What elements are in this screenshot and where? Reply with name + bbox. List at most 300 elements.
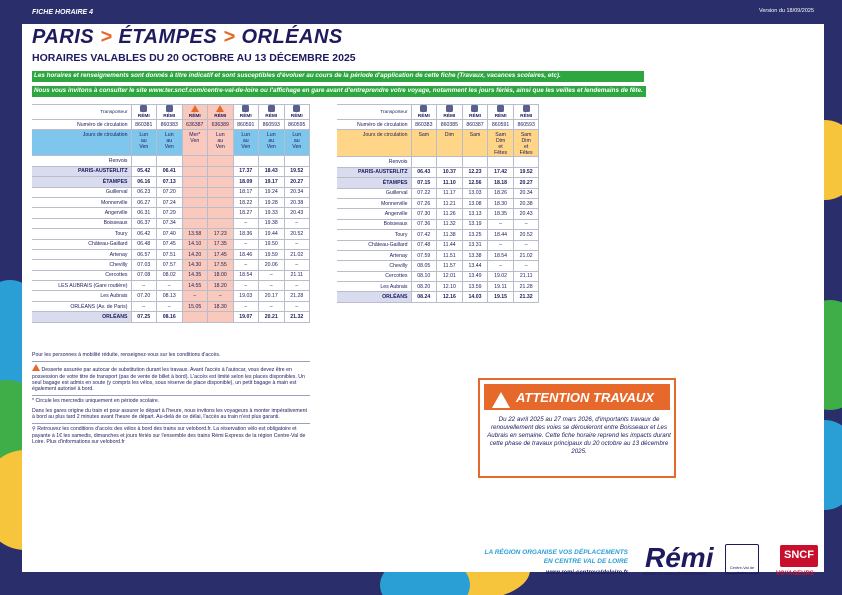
time-cell: 07.36 bbox=[411, 219, 437, 229]
time-cell: 15.05 bbox=[182, 301, 208, 311]
time-cell: 19.17 bbox=[259, 177, 285, 187]
time-cell: 13.44 bbox=[462, 261, 488, 271]
note-car-text: Desserte assurée par autocar de substitution durant les travaux. Avant l'accès à l'autocar, vous devez être en possession de votre titre de transport (pas de vente de billet à bord). L'accès est limité selon les places disponibles. Un seul bagage est admis en soute (y compris les vélos, sous réserve de place disponible), un petit bagage à main est également autorisé à bord. bbox=[32, 367, 305, 393]
sncf-voyageurs: VOYAGEURS bbox=[776, 571, 814, 577]
time-cell bbox=[208, 187, 234, 197]
note-velo bbox=[32, 426, 310, 445]
page-title bbox=[32, 26, 343, 49]
time-cell: 19.44 bbox=[259, 229, 285, 239]
day-word: au bbox=[166, 138, 173, 145]
time-cell bbox=[208, 197, 234, 207]
time-cell: – bbox=[284, 301, 310, 311]
day-word: Ven bbox=[139, 144, 149, 151]
days-cell bbox=[182, 130, 208, 156]
time-cell: 18.27 bbox=[233, 208, 259, 218]
station-name: Chevilly bbox=[337, 261, 411, 271]
slogan-line-2: EN CENTRE VAL DE LOIRE bbox=[543, 558, 628, 565]
station-row bbox=[32, 249, 310, 259]
time-cell: 06.23 bbox=[131, 187, 157, 197]
station-row bbox=[32, 187, 310, 197]
time-cell: 06.41 bbox=[157, 166, 183, 176]
station-name: Cercottes bbox=[337, 271, 411, 281]
title-sep-2: > bbox=[223, 26, 236, 48]
station-row bbox=[32, 218, 310, 228]
circulation-label: Numéro de circulation bbox=[337, 120, 411, 130]
time-cell bbox=[182, 312, 208, 322]
station-row bbox=[32, 166, 310, 176]
station-name: Monnerville bbox=[32, 197, 131, 207]
operator-name: RÉMI bbox=[494, 114, 507, 119]
day-word: et bbox=[524, 144, 529, 151]
time-cell bbox=[208, 312, 234, 322]
day-word: Lun bbox=[266, 132, 276, 139]
train-number: 636389 bbox=[208, 120, 234, 130]
time-cell: 19.38 bbox=[259, 218, 285, 228]
station-name: Artenay bbox=[32, 249, 131, 259]
time-cell: 11.44 bbox=[437, 240, 463, 250]
train-icon bbox=[497, 105, 504, 112]
days-cell bbox=[284, 130, 310, 156]
time-cell: – bbox=[233, 301, 259, 311]
days-cell bbox=[488, 130, 514, 157]
station-row bbox=[337, 261, 539, 271]
train-number: 636387 bbox=[182, 120, 208, 130]
time-cell: 12.16 bbox=[437, 292, 463, 302]
attention-header bbox=[484, 384, 670, 410]
days-cell bbox=[157, 130, 183, 156]
station-row bbox=[337, 178, 539, 188]
transporteur-label: Transporteur bbox=[337, 105, 411, 120]
station-name: Angerville bbox=[337, 209, 411, 219]
day-word: Ven bbox=[215, 144, 225, 151]
time-cell: 21.28 bbox=[284, 291, 310, 301]
station-name: Les Aubrais bbox=[337, 282, 411, 292]
time-cell: 07.34 bbox=[157, 218, 183, 228]
time-cell: 14.03 bbox=[462, 292, 488, 302]
time-cell: 13.58 bbox=[182, 229, 208, 239]
bike-icon: ⚲ bbox=[32, 426, 36, 433]
time-cell bbox=[208, 208, 234, 218]
time-cell: 07.15 bbox=[411, 178, 437, 188]
time-cell: 19.59 bbox=[259, 249, 285, 259]
day-word: au bbox=[242, 138, 249, 145]
time-cell bbox=[182, 197, 208, 207]
day-word: au bbox=[268, 138, 275, 145]
notice-2: Nous vous invitons à consulter le site www.ter.sncf.com/centre-val-de-loire ou l'affichage en gare avant d'entreprendre votre voyage, notamment les jours fériés, ainsi que les veilles et lendemains de fête. bbox=[32, 86, 646, 97]
operator-cell bbox=[462, 105, 488, 120]
time-cell: – bbox=[233, 281, 259, 291]
time-cell: 07.48 bbox=[411, 240, 437, 250]
time-cell: 11.51 bbox=[437, 250, 463, 260]
train-icon bbox=[166, 105, 173, 112]
renvois-cell bbox=[284, 156, 310, 166]
time-cell: 19.11 bbox=[488, 282, 514, 292]
operator-name: RÉMI bbox=[443, 114, 456, 119]
time-cell: 07.25 bbox=[131, 312, 157, 322]
title-via: ÉTAMPES bbox=[118, 26, 218, 48]
title-sep-1: > bbox=[100, 26, 113, 48]
time-cell: 13.19 bbox=[462, 219, 488, 229]
time-cell: – bbox=[182, 291, 208, 301]
time-cell: 06.48 bbox=[131, 239, 157, 249]
time-cell: 08.24 bbox=[411, 292, 437, 302]
time-cell: 18.17 bbox=[233, 187, 259, 197]
station-row bbox=[32, 197, 310, 207]
day-word: Dim bbox=[495, 138, 506, 145]
time-cell: 05.42 bbox=[131, 166, 157, 176]
station-name: PARIS-AUSTERLITZ bbox=[32, 166, 131, 176]
time-cell: 20.43 bbox=[284, 208, 310, 218]
time-cell: 17.23 bbox=[208, 229, 234, 239]
notes-block bbox=[32, 352, 310, 448]
station-name: Angerville bbox=[32, 208, 131, 218]
time-cell: 19.24 bbox=[259, 187, 285, 197]
station-row bbox=[337, 292, 539, 302]
footer bbox=[455, 540, 825, 595]
renvois-cell bbox=[157, 156, 183, 166]
time-cell: 13.59 bbox=[462, 282, 488, 292]
time-cell: 07.51 bbox=[157, 249, 183, 259]
time-cell: – bbox=[284, 218, 310, 228]
renvois-cell bbox=[131, 156, 157, 166]
remi-logo: Rémi bbox=[645, 542, 714, 573]
time-cell: – bbox=[513, 240, 539, 250]
days-cell bbox=[411, 130, 437, 157]
day-word: Ven bbox=[190, 138, 200, 145]
time-cell: 13.03 bbox=[462, 188, 488, 198]
time-cell: 11.17 bbox=[437, 188, 463, 198]
time-cell: 08.02 bbox=[157, 270, 183, 280]
footer-slogan bbox=[473, 548, 628, 566]
attention-box bbox=[478, 378, 676, 478]
time-cell: 06.42 bbox=[131, 229, 157, 239]
time-cell: 07.13 bbox=[157, 177, 183, 187]
day-word: et bbox=[498, 144, 503, 151]
time-cell: 20.52 bbox=[284, 229, 310, 239]
station-row bbox=[337, 240, 539, 250]
operator-cell bbox=[131, 105, 157, 120]
time-cell: 07.03 bbox=[131, 260, 157, 270]
time-cell: 17.55 bbox=[208, 260, 234, 270]
day-word: Ven bbox=[241, 144, 251, 151]
time-cell: 18.35 bbox=[488, 209, 514, 219]
train-icon bbox=[420, 105, 427, 112]
time-cell: 14.10 bbox=[182, 239, 208, 249]
time-cell: 11.38 bbox=[437, 230, 463, 240]
time-cell: 07.40 bbox=[157, 229, 183, 239]
day-word: Lun bbox=[215, 132, 225, 139]
time-cell: 08.05 bbox=[411, 261, 437, 271]
warning-icon bbox=[492, 392, 510, 408]
renvois-row bbox=[32, 156, 310, 166]
time-cell: 07.42 bbox=[411, 230, 437, 240]
day-word: Ven bbox=[164, 144, 174, 151]
time-cell: – bbox=[131, 301, 157, 311]
time-cell: 07.26 bbox=[411, 198, 437, 208]
time-cell: 21.32 bbox=[513, 292, 539, 302]
time-cell: 14.35 bbox=[182, 270, 208, 280]
days-cell bbox=[131, 130, 157, 156]
operator-cell bbox=[284, 105, 310, 120]
time-cell: 06.37 bbox=[131, 218, 157, 228]
time-cell: 13.08 bbox=[462, 198, 488, 208]
circulation-label: Numéro de circulation bbox=[32, 120, 131, 130]
time-cell: 18.00 bbox=[208, 270, 234, 280]
day-word: au bbox=[293, 138, 300, 145]
day-word: Ven bbox=[266, 144, 276, 151]
time-cell: 20.38 bbox=[284, 197, 310, 207]
region-logo: Centre-Val de Loire bbox=[725, 544, 759, 574]
time-cell: 21.32 bbox=[284, 312, 310, 322]
time-cell: 21.11 bbox=[284, 270, 310, 280]
time-cell: 11.21 bbox=[437, 198, 463, 208]
time-cell: – bbox=[259, 270, 285, 280]
operator-name: RÉMI bbox=[520, 114, 533, 119]
station-name: Boisseaux bbox=[337, 219, 411, 229]
time-cell: 10.37 bbox=[437, 167, 463, 177]
time-cell: 12.23 bbox=[462, 167, 488, 177]
station-name: Artenay bbox=[337, 250, 411, 260]
station-name: ORLÉANS bbox=[337, 292, 411, 302]
time-cell bbox=[182, 166, 208, 176]
time-cell: – bbox=[157, 301, 183, 311]
title-to: ORLÉANS bbox=[241, 26, 343, 48]
time-cell: 20.17 bbox=[259, 291, 285, 301]
time-cell: 20.27 bbox=[513, 178, 539, 188]
train-icon bbox=[140, 105, 147, 112]
day-word: Mer* bbox=[189, 132, 201, 139]
time-cell: 12.01 bbox=[437, 271, 463, 281]
operator-cell bbox=[411, 105, 437, 120]
operator-name: RÉMI bbox=[417, 114, 430, 119]
day-word: Ven bbox=[292, 144, 302, 151]
time-cell: 08.16 bbox=[157, 312, 183, 322]
station-row bbox=[337, 250, 539, 260]
renvois-cell bbox=[182, 156, 208, 166]
time-cell: – bbox=[233, 218, 259, 228]
days-cell bbox=[437, 130, 463, 157]
time-cell: – bbox=[488, 261, 514, 271]
station-name: ORLÉANS bbox=[32, 312, 131, 322]
time-cell: 07.30 bbox=[411, 209, 437, 219]
day-word: Sam bbox=[418, 132, 430, 139]
time-cell: 07.29 bbox=[157, 208, 183, 218]
time-cell: – bbox=[259, 301, 285, 311]
station-row bbox=[32, 177, 310, 187]
time-cell: 07.24 bbox=[157, 197, 183, 207]
note-velo-text: Retrouvez les conditions d'accès des vélos à bord des trains sur velobord.fr. La réservation vélo est obligatoire et payante à 1€ les samedis, dimanches et jours fériés sur l'ensemble des trains Rémi Express de la région Centre-Val de Loire. Plus d'informations sur velobord.fr bbox=[32, 426, 306, 445]
time-cell: 19.03 bbox=[233, 291, 259, 301]
time-cell: 12.10 bbox=[437, 282, 463, 292]
station-row bbox=[32, 281, 310, 291]
time-cell: – bbox=[284, 260, 310, 270]
train-number: 860591 bbox=[488, 120, 514, 130]
operator-name: RÉMI bbox=[188, 114, 201, 119]
time-cell: – bbox=[131, 281, 157, 291]
bus-icon bbox=[191, 105, 199, 112]
station-name: Guillerval bbox=[32, 187, 131, 197]
bus-icon bbox=[32, 364, 40, 371]
time-cell: – bbox=[488, 219, 514, 229]
station-name: Château-Gaillard bbox=[337, 240, 411, 250]
slogan-line-1: LA RÉGION ORGANISE VOS DÉPLACEMENTS bbox=[484, 549, 628, 556]
day-word: Lun bbox=[139, 132, 149, 139]
time-cell: 07.45 bbox=[157, 239, 183, 249]
station-row bbox=[32, 239, 310, 249]
train-number: 860383 bbox=[411, 120, 437, 130]
time-cell: 19.52 bbox=[284, 166, 310, 176]
day-word: Lun bbox=[164, 132, 174, 139]
time-cell: 17.37 bbox=[233, 166, 259, 176]
operator-cell bbox=[182, 105, 208, 120]
time-cell bbox=[208, 166, 234, 176]
day-word: Fêtes bbox=[494, 150, 508, 157]
time-cell: 19.33 bbox=[259, 208, 285, 218]
time-cell bbox=[182, 177, 208, 187]
bus-icon bbox=[216, 105, 224, 112]
time-cell: 21.02 bbox=[284, 249, 310, 259]
time-cell: 17.45 bbox=[208, 249, 234, 259]
footer-website[interactable]: www.remi-centrevaldeloire.fr bbox=[545, 570, 628, 576]
time-cell: – bbox=[157, 281, 183, 291]
time-cell: 06.27 bbox=[131, 197, 157, 207]
time-cell: 18.22 bbox=[233, 197, 259, 207]
day-word: au bbox=[140, 138, 147, 145]
renvois-label: Renvois bbox=[32, 156, 131, 166]
time-cell: 17.35 bbox=[208, 239, 234, 249]
renvois-cell bbox=[488, 157, 514, 167]
time-cell: 11.32 bbox=[437, 219, 463, 229]
note-prm: Pour les personnes à mobilité réduite, renseignez-vous sur les conditions d'accès. bbox=[32, 352, 221, 358]
time-cell: – bbox=[259, 281, 285, 291]
time-cell: 14.20 bbox=[182, 249, 208, 259]
time-cell: 08.13 bbox=[157, 291, 183, 301]
time-cell: – bbox=[233, 239, 259, 249]
days-label: Jours de circulation bbox=[32, 130, 131, 156]
time-cell: 20.52 bbox=[513, 230, 539, 240]
notice-1: Les horaires et renseignements sont donnés à titre indicatif et sont susceptibles d'évoluer au cours de la période d'application de cette fiche (Travaux, vacances scolaires, etc). bbox=[32, 71, 644, 82]
time-cell: 13.49 bbox=[462, 271, 488, 281]
station-row bbox=[32, 270, 310, 280]
operator-cell bbox=[233, 105, 259, 120]
train-number: 860387 bbox=[462, 120, 488, 130]
time-cell: 07.22 bbox=[411, 188, 437, 198]
station-row bbox=[337, 209, 539, 219]
time-cell: 18.36 bbox=[233, 229, 259, 239]
days-cell bbox=[259, 130, 285, 156]
operator-name: RÉMI bbox=[468, 114, 481, 119]
days-cell bbox=[513, 130, 539, 157]
days-cell bbox=[233, 130, 259, 156]
train-number: 860591 bbox=[233, 120, 259, 130]
train-number: 860593 bbox=[513, 120, 539, 130]
station-row bbox=[32, 260, 310, 270]
note-wed: * Circule les mercredis uniquement en période scolaire. bbox=[32, 398, 160, 405]
days-cell bbox=[208, 130, 234, 156]
operator-name: RÉMI bbox=[214, 114, 227, 119]
station-name: Cercottes bbox=[32, 270, 131, 280]
station-name: PARIS-AUSTERLITZ bbox=[337, 167, 411, 177]
day-word: Lun bbox=[241, 132, 251, 139]
station-name: Les Aubrais bbox=[32, 291, 131, 301]
station-row bbox=[337, 198, 539, 208]
station-name: Château-Gaillard bbox=[32, 239, 131, 249]
time-cell: 06.16 bbox=[131, 177, 157, 187]
version-label: Version du 18/09/2025 bbox=[758, 8, 814, 14]
time-cell: 21.02 bbox=[513, 250, 539, 260]
attention-body: Du 22 avril 2025 au 27 mars 2026, d'importants travaux de renouvellement des voies se dérouleront entre Boisseaux et Les Aubrais en semaine. Cette fiche horaire reprend les impacts durant cette phase de travaux principaux du 20 octobre au 13 décembre 2025. bbox=[487, 416, 671, 455]
time-cell: 18.43 bbox=[259, 166, 285, 176]
train-icon bbox=[523, 105, 530, 112]
time-cell: 17.42 bbox=[488, 167, 514, 177]
time-cell: 18.26 bbox=[488, 188, 514, 198]
day-word: Sam bbox=[495, 132, 506, 139]
train-icon bbox=[268, 105, 275, 112]
time-cell: 06.43 bbox=[411, 167, 437, 177]
train-number: 860383 bbox=[157, 120, 183, 130]
station-row bbox=[337, 271, 539, 281]
time-cell: 13.13 bbox=[462, 209, 488, 219]
time-cell: 20.06 bbox=[259, 260, 285, 270]
time-cell: 19.02 bbox=[488, 271, 514, 281]
sncf-logo: SNCF bbox=[780, 545, 818, 567]
day-word: Dim bbox=[444, 132, 454, 139]
timetable-weekday bbox=[32, 104, 310, 323]
operator-name: RÉMI bbox=[290, 114, 303, 119]
time-cell: – bbox=[208, 291, 234, 301]
time-cell: 07.57 bbox=[157, 260, 183, 270]
time-cell: 07.20 bbox=[157, 187, 183, 197]
validity-subtitle: HORAIRES VALABLES DU 20 OCTOBRE AU 13 DÉCEMBRE 2025 bbox=[32, 52, 356, 64]
time-cell bbox=[208, 218, 234, 228]
renvois-row bbox=[337, 157, 539, 167]
time-cell: 19.15 bbox=[488, 292, 514, 302]
day-word: au bbox=[217, 138, 224, 145]
days-label: Jours de circulation bbox=[337, 130, 411, 157]
time-cell: 19.07 bbox=[233, 312, 259, 322]
operator-cell bbox=[208, 105, 234, 120]
title-from: PARIS bbox=[32, 26, 95, 48]
operator-cell bbox=[259, 105, 285, 120]
train-number: 860385 bbox=[437, 120, 463, 130]
circulation-row bbox=[337, 120, 539, 130]
station-name: LES AUBRAIS (Gare routière) bbox=[32, 281, 131, 291]
time-cell: 19.50 bbox=[259, 239, 285, 249]
station-name: Toury bbox=[337, 230, 411, 240]
station-row bbox=[32, 312, 310, 322]
time-cell: 20.38 bbox=[513, 198, 539, 208]
renvois-cell bbox=[411, 157, 437, 167]
operator-cell bbox=[437, 105, 463, 120]
time-cell: 18.09 bbox=[233, 177, 259, 187]
time-cell: 18.54 bbox=[488, 250, 514, 260]
station-name: Monnerville bbox=[337, 198, 411, 208]
time-cell: 18.30 bbox=[208, 301, 234, 311]
time-cell: 11.10 bbox=[437, 178, 463, 188]
time-cell: – bbox=[233, 260, 259, 270]
station-row bbox=[337, 167, 539, 177]
train-number: 860595 bbox=[284, 120, 310, 130]
renvois-label: Renvois bbox=[337, 157, 411, 167]
time-cell bbox=[182, 187, 208, 197]
time-cell: 18.44 bbox=[488, 230, 514, 240]
time-cell: 08.20 bbox=[411, 282, 437, 292]
time-cell: 14.30 bbox=[182, 260, 208, 270]
train-icon bbox=[242, 105, 249, 112]
time-cell: – bbox=[488, 240, 514, 250]
time-cell: 19.52 bbox=[513, 167, 539, 177]
note-gares: Dans les gares origine du train et pour assurer le départ à l'heure, nous invitons les voyageurs à monter impérativement à bord au plus tard 2 minutes avant l'heure de départ. Au-delà de ce délai, l'accès au train n'est plus garanti. bbox=[32, 407, 307, 421]
